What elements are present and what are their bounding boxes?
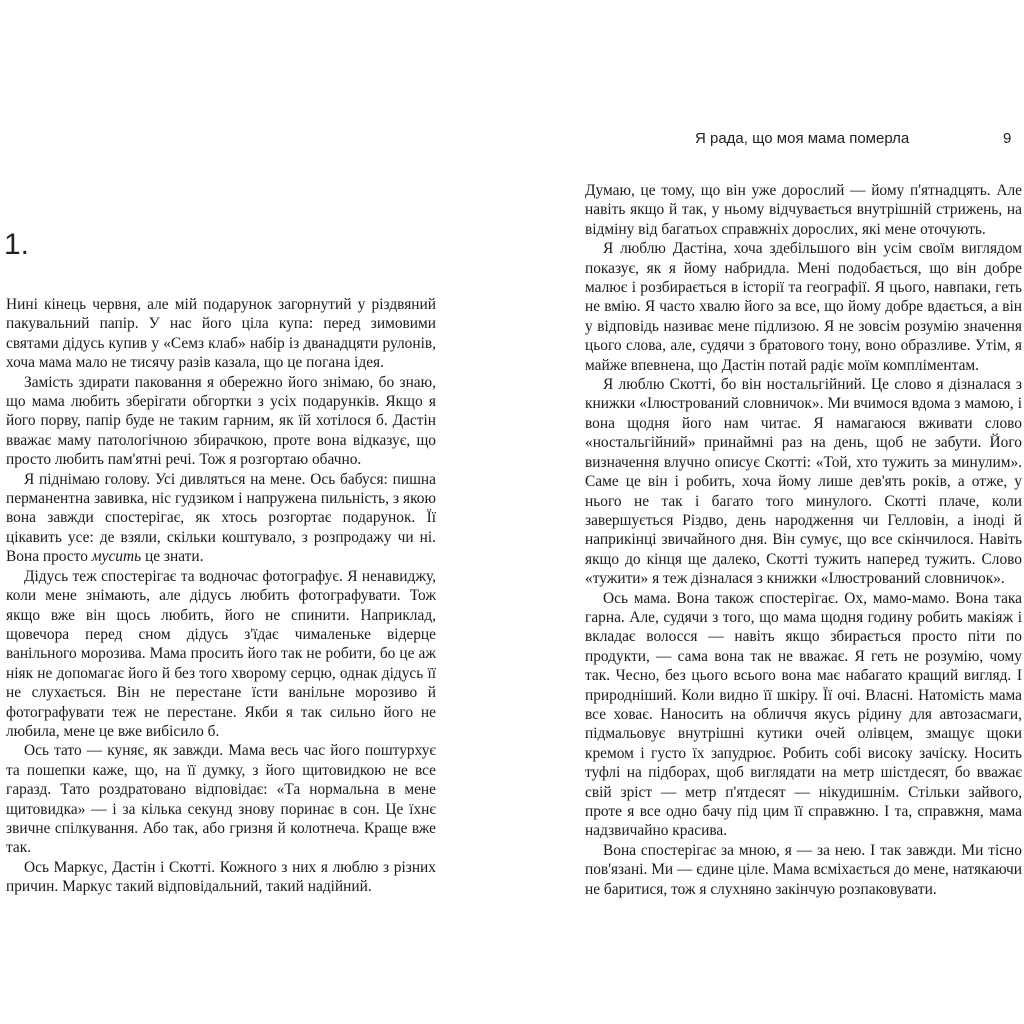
paragraph: Ось Маркус, Дастін і Скотті. Кожного з них я люблю з різних причин. Маркус такий відповідальний, такий надійний. (6, 858, 436, 896)
paragraph: Ось мама. Вона також спостерігає. Ох, мамо-мамо. Вона така гарна. Але, судячи з того, що мама щодня годину робить макіяж і вкладає волосся — навіть якщо збирається просто піти по продукти, — сама вона так не вважає. Я геть не розумію, чому так. Чесно, без цього всього вона має набагато кращий вигляд. І природніший. Коли видно її шкіру. Її очі. Власні. Натомість мама все ховає. Наносить на обличчя якусь рідину для автозасмаги, підмальовує внутрішні кутики очей олівцем, змащує щоки кремом і густо їх запудрює. Робить собі високу зачіску. Носить туфлі на підборах, щоб виглядати на метр шістдесят, бо вважає свій зріст — метр п'ятдесят — нікудишнім. Стільки зайвого, проте я все одно бачу під цим її справжню. І та, справжня, мама надзвичайно красива. (585, 589, 1022, 840)
paragraph-text: Я піднімаю голову. Усі дивляться на мене. Ось бабуся: пишна перманентна завивка, ніс гудзиком і напружена пильність, з якою вона завжди спостерігає, як хтось розгортає подарунок. Її цікавить усе: де взяли, скільки коштувало, з розпродажу чи ні. Вона просто (6, 470, 436, 566)
paragraph-text: це знати. (141, 548, 204, 566)
emphasis-word: мусить (91, 548, 142, 566)
paragraph: Я люблю Дастіна, хоча здебільшого він усім своїм виглядом показує, як я йому набридла. Мені подобається, що він добре малює і розбирається в історії та географії. Я цього, навпаки, геть не вмію. Я часто хвалю його за все, що йому добре вдається, а він у відповідь називає мене підлизою. Я не зовсім розумію значення цього слова, але, судячи з братового тону, воно образливе. Утім, я майже впевнена, що Дастін потай радіє моїм компліментам. (585, 240, 1022, 374)
paragraph: Думаю, це тому, що він уже дорослий — йому п'ятнадцять. Але навіть якщо й так, у ньому відчувається внутрішній стрижень, на відміну від багатьох справжніх дорослих, які мене оточують. (585, 182, 1022, 238)
paragraph: Вона спостерігає за мною, я — за нею. І так завжди. Ми тісно пов'язані. Ми — єдине ціле. Мама всміхається до мене, натякаючи не баритися, тож я слухняно закінчую розпаковувати. (585, 841, 1022, 898)
paragraph: Ось тато — куняє, як завжди. Мама весь час його поштурхує та пошепки каже, що, на її думку, з його щитовидкою не все гаразд. Тато роздратовано відповідає: «Та нормальна в мене щитовидка» — і за кілька секунд знову поринає в сон. Це їхнє звичне спілкування. Або так, або гризня й колотнеча. Краще вже так. (6, 742, 436, 857)
paragraph: Я люблю Скотті, бо він ностальгійний. Це слово я дізналася з книжки «Ілюстрований словничок». Ми вчимося вдома з мамою, і вона щодня його нам читає. Я намагаюся вживати слово «ностальгійний» принаймні раз на день, щоб не забути. Його визначення влучно описує Скотті: «Той, хто тужить за минулим». Саме це він і робить, хоча йому лише дев'ять років, а отже, у нього не так і багато того минулого. Скотті плаче, коли завершується Різдво, день народження чи Гелловін, а іноді й наприкінці звичайного дня. Він сумує, що все скінчилося. Навіть якщо до кінця ще далеко, Скотті тужить наперед тужить. Слово «тужити» я теж дізналася з книжки «Ілюстрований словничок». (585, 376, 1022, 588)
chapter-number: 1. (4, 228, 30, 261)
running-head: Я рада, що моя мама померла (695, 130, 910, 147)
paragraph (6, 470, 436, 567)
right-page (512, 0, 1024, 1024)
left-body-text (6, 295, 436, 897)
right-body-text (585, 181, 1022, 899)
paragraph: Дідусь теж спостерігає та водночас фотографує. Я ненавиджу, коли мене знімають, але дідусь любить фотографувати. Тож якщо вже він щось любить, його не спинити. Наприклад, щовечора перед сном дідусь з'їдає чималеньке відерце ванільного морозива. Мама просить його так не робити, бо це аж ніяк не допомагає його й без того хворому серцю, однак дідусь її не слухається. Він не перестане їсти ванільне морозиво й фотографувати теж не перестане. Якби я так сильно його не любила, мене це вже вибісило б. (6, 567, 436, 740)
page-number: 9 (1003, 130, 1012, 147)
paragraph: Замість здирати паковання я обережно його знімаю, бо знаю, що мама любить зберігати обгортки з усіх подарунків. Якщо я його порву, папір буде не таким гарним, як їй хотілося б. Дастін вважає маму патологічною збирачкою, проте вона відказує, що просто любить пам'ятні речі. Тож я розгортаю обачно. (6, 373, 436, 469)
paragraph: Нині кінець червня, але мій подарунок загорнутий у різдвяний пакувальний папір. У нас його ціла купа: перед зимовими святами дідусь купив у «Семз клаб» набір із дванадцяти рулонів, хоча мама мало не тисячу разів казала, що це погана ідея. (6, 296, 436, 372)
